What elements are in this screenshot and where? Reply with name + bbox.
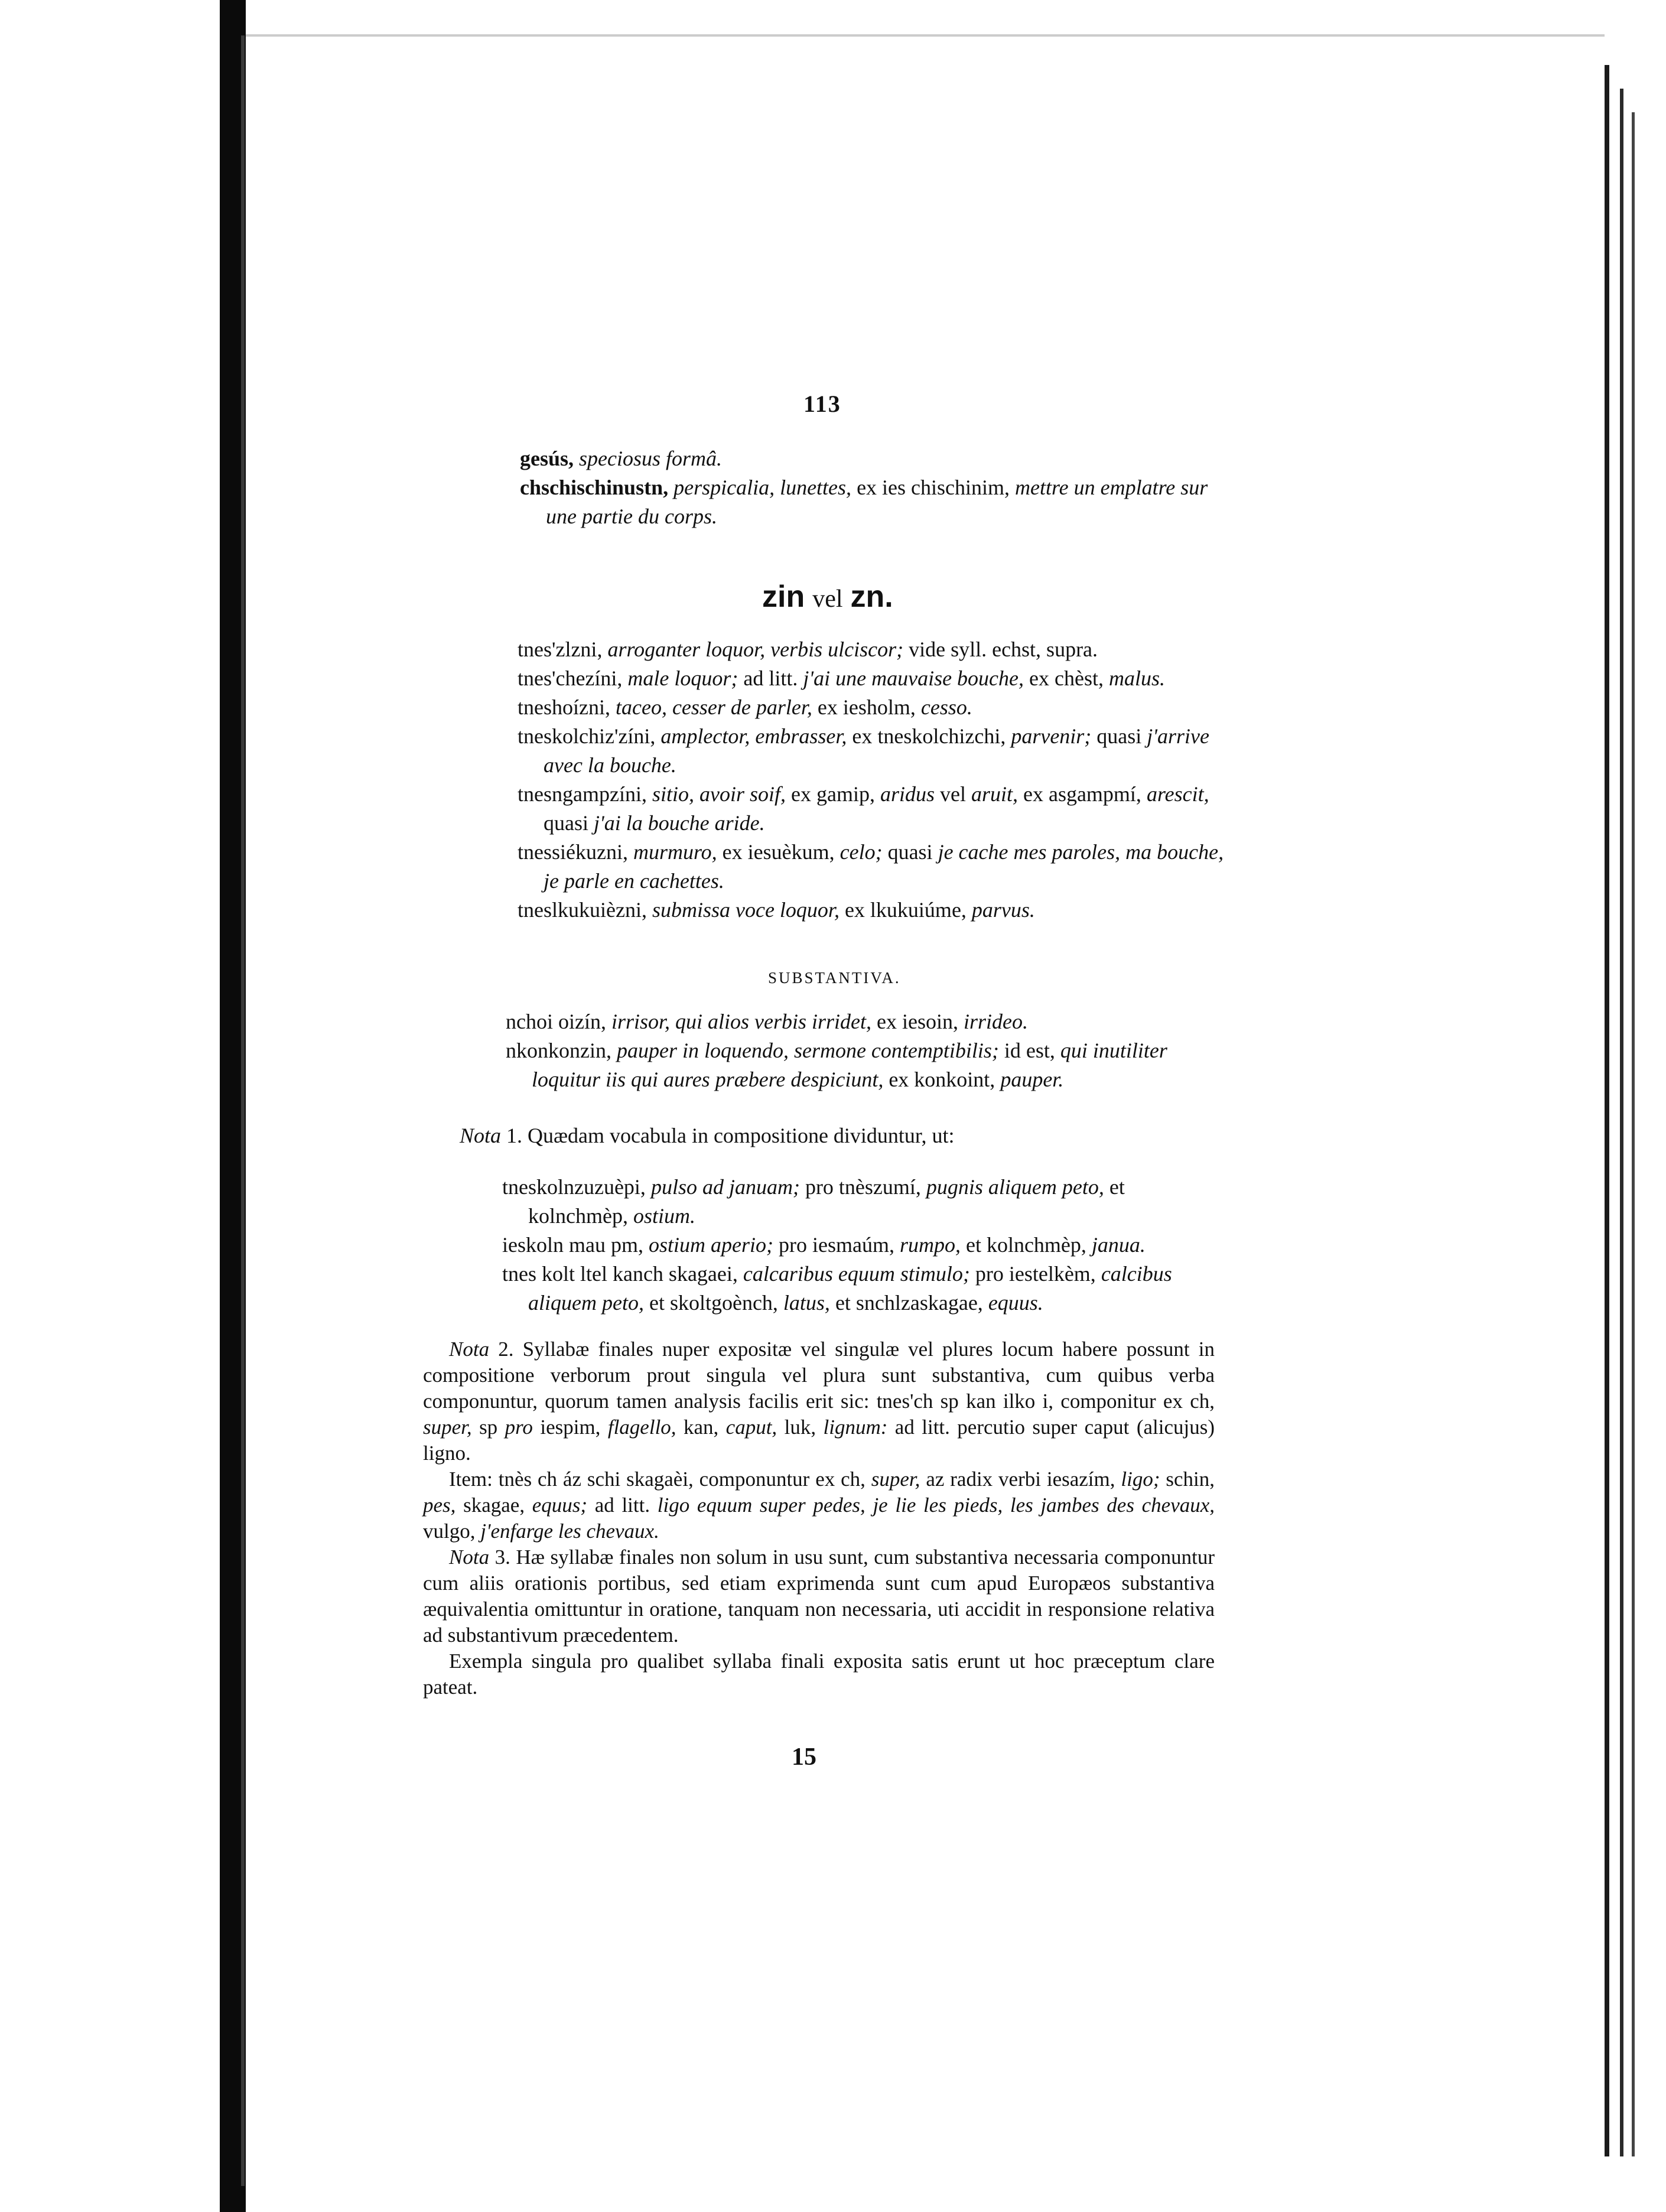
- list-item: [506, 1036, 1221, 1094]
- list-item: [518, 635, 1226, 664]
- entry-gloss: pauper.: [1000, 1068, 1064, 1091]
- entry-text: ex konkoint,: [889, 1068, 1001, 1091]
- entry-term: tneslkukuièzni,: [518, 898, 652, 922]
- nota-paragraph: [460, 1121, 1228, 1150]
- nota-gloss: ligo equum super pedes, je lie les pieds, les jambes des chevaux,: [657, 1494, 1215, 1517]
- nota-text: luk,: [784, 1416, 824, 1439]
- nota-text: iespim,: [540, 1416, 608, 1439]
- entry-gloss: je cache mes paroles, ma bouche, je parle en cachettes.: [544, 840, 1224, 893]
- nota-gloss: pes,: [423, 1494, 464, 1517]
- entry-gloss: submissa voce loquor,: [652, 898, 845, 922]
- nota-text: ad litt.: [594, 1494, 658, 1517]
- entry-text: ex chèst,: [1029, 666, 1109, 690]
- entry-gloss: calcibus aliquem peto,: [528, 1262, 1172, 1315]
- entry-term: nkonkonzin,: [506, 1039, 617, 1062]
- list-item: [518, 838, 1226, 896]
- entry-text: ex tneskolchizchi,: [852, 724, 1011, 748]
- page-edge-line: [1620, 89, 1623, 2156]
- entry-gloss: aridus: [880, 782, 940, 806]
- entry-text: ex gamip,: [790, 782, 880, 806]
- nota-gloss: j'enfarge les chevaux.: [480, 1520, 659, 1543]
- entry-term: nchoi oizín,: [506, 1010, 611, 1033]
- entry-term: tnes kolt ltel kanch skagaei,: [502, 1262, 743, 1286]
- list-item: [520, 444, 1229, 473]
- nota-label: Nota: [460, 1124, 502, 1147]
- nota-paragraph: [423, 1544, 1215, 1648]
- entry-term: tnesngampzíni,: [518, 782, 652, 806]
- heading-part: zn.: [850, 580, 893, 614]
- entry-gloss: janua.: [1091, 1233, 1146, 1257]
- entry-text: ex iesuèkum,: [722, 840, 840, 864]
- entry-gloss: pulso ad januam;: [650, 1175, 805, 1199]
- entry-term: tnes'chezíni,: [518, 666, 628, 690]
- entry-gloss: amplector, embrasser,: [660, 724, 852, 748]
- entry-gloss: parvus.: [971, 898, 1035, 922]
- entry-text: id est,: [1004, 1039, 1060, 1062]
- entry-text: ex iesholm,: [817, 695, 921, 719]
- entry-text: vel: [939, 782, 971, 806]
- nota-text: 3. Hæ syllabæ finales non solum in usu sunt, cum substantiva necessaria componuntur cum aliis orationis portibus, sed etiam exprimenda sunt cum apud Europæos substantiva æquivalentia omittuntur in oratione, tanquam non necessaria, uti accidit in responsione relativa ad substantivum præcedentem.: [423, 1546, 1215, 1647]
- nota-text: ad litt. percutio super caput (alicujus) ligno.: [423, 1416, 1215, 1465]
- entry-text: pro tnèszumí,: [805, 1175, 926, 1199]
- page-top-edge: [246, 34, 1605, 37]
- entry-text: pro iesmaúm,: [778, 1233, 900, 1257]
- entry-text: ex ies chischinim,: [857, 476, 1016, 499]
- entry-gloss: celo;: [839, 840, 888, 864]
- entry-text: et snchlzaskagae,: [835, 1291, 988, 1315]
- nota-text: 1. Quædam vocabula in compositione dividuntur, ut:: [501, 1124, 955, 1147]
- nota-text: az radix verbi iesazím,: [926, 1468, 1121, 1491]
- signature-mark: 15: [792, 1743, 816, 1771]
- zn-entries: [518, 635, 1226, 925]
- entry-gloss: j'arrive avec la bouche.: [544, 724, 1209, 777]
- nota-text: Exempla singula pro qualibet syllaba finali exposita satis erunt ut hoc præceptum clare pateat.: [423, 1650, 1215, 1699]
- entry-gloss: aruit,: [971, 782, 1023, 806]
- nota-1: [460, 1121, 1228, 1150]
- list-item: [502, 1173, 1223, 1231]
- page-number: 113: [803, 391, 841, 417]
- entry-gloss: equus.: [988, 1291, 1043, 1315]
- entry-term: ieskoln mau pm,: [502, 1233, 649, 1257]
- list-item: [518, 896, 1226, 925]
- heading-part: zin: [762, 580, 805, 614]
- entry-text: ad litt.: [743, 666, 803, 690]
- subsection-heading: SUBSTANTIVA.: [768, 969, 901, 987]
- nota-paragraph: [423, 1648, 1215, 1700]
- entry-text: et kolnchmèp,: [965, 1233, 1092, 1257]
- nota-label: Nota: [449, 1338, 490, 1361]
- page-edge-line: [1632, 112, 1635, 2156]
- entry-term: tneskolnzuzuèpi,: [502, 1175, 651, 1199]
- nota-gloss: caput,: [725, 1416, 785, 1439]
- entry-gloss: irrisor, qui alios verbis irridet,: [611, 1010, 877, 1033]
- entry-gloss: cesso.: [920, 695, 972, 719]
- entry-text: ex lkukuiúme,: [844, 898, 972, 922]
- nota-gloss: equus;: [532, 1494, 595, 1517]
- nota-text: skagae,: [463, 1494, 532, 1517]
- entry-gloss: ostium aperio;: [648, 1233, 779, 1257]
- entry-gloss: mettre un emplatre sur une partie du corps.: [546, 476, 1208, 528]
- page-edge-line: [1605, 65, 1609, 2156]
- entry-gloss: parvenir;: [1011, 724, 1097, 748]
- entry-term: tneshoízni,: [518, 695, 616, 719]
- entry-gloss: pugnis aliquem peto,: [926, 1175, 1109, 1199]
- gutter-shadow: [241, 35, 245, 2186]
- heading-vel: vel: [812, 585, 843, 613]
- entry-text: quasi: [1096, 724, 1147, 748]
- nota-text: sp: [479, 1416, 505, 1439]
- entry-term: gesús,: [520, 447, 580, 470]
- list-item: [518, 722, 1226, 780]
- list-item: [502, 1231, 1223, 1260]
- nota-label: Nota: [449, 1546, 490, 1569]
- entry-text: quasi: [544, 811, 594, 835]
- nota-1-entries: [502, 1173, 1223, 1318]
- entry-text: et kolnchmèp,: [528, 1175, 1125, 1228]
- entry-gloss: j'ai la bouche aride.: [594, 811, 765, 835]
- entry-gloss: speciosus formâ.: [579, 447, 723, 470]
- list-item: [506, 1007, 1221, 1036]
- entry-gloss: malus.: [1108, 666, 1165, 690]
- entry-term: tnessiékuzni,: [518, 840, 633, 864]
- nota-paragraph: [423, 1466, 1215, 1544]
- entry-gloss: rumpo,: [899, 1233, 966, 1257]
- list-item: [518, 693, 1226, 722]
- entry-term: tneskolchiz'zíni,: [518, 724, 661, 748]
- list-item: [518, 780, 1226, 838]
- entry-gloss: ostium.: [633, 1204, 695, 1228]
- nota-gloss: super,: [423, 1416, 480, 1439]
- entry-text: et skoltgoènch,: [649, 1291, 783, 1315]
- section-heading: [762, 579, 893, 614]
- entry-gloss: latus,: [783, 1291, 835, 1315]
- entry-gloss: pauper in loquendo, sermone contemptibilis;: [616, 1039, 1004, 1062]
- entry-gloss: perspicalia, lunettes,: [673, 476, 857, 499]
- entry-text: ex iesoin,: [877, 1010, 964, 1033]
- nota-gloss: flagello,: [607, 1416, 684, 1439]
- nota-text: schin,: [1166, 1468, 1215, 1491]
- entry-gloss: arescit,: [1146, 782, 1209, 806]
- list-item: [518, 664, 1226, 693]
- entry-gloss: arroganter loquor, verbis ulciscor;: [607, 637, 909, 661]
- nota-text: kan,: [683, 1416, 726, 1439]
- nota-2-3: [423, 1336, 1215, 1700]
- entry-text: vide syll. echst, supra.: [909, 637, 1098, 661]
- entry-gloss: qui inutiliter loquitur iis qui aures præbere despiciunt,: [532, 1039, 1167, 1091]
- top-entries: [520, 444, 1229, 531]
- entry-gloss: calcaribus equum stimulo;: [743, 1262, 975, 1286]
- list-item: [520, 473, 1229, 531]
- entry-gloss: j'ai une mauvaise bouche,: [803, 666, 1030, 690]
- nota-paragraph: [423, 1336, 1215, 1466]
- entry-text: ex asgampmí,: [1023, 782, 1147, 806]
- entry-text: pro iestelkèm,: [975, 1262, 1101, 1286]
- nota-text: Item: tnès ch áz schi skagaèi, componuntur ex ch,: [449, 1468, 871, 1491]
- entry-term: chschischinustn,: [520, 476, 674, 499]
- page-sheet: [246, 35, 1605, 2162]
- list-item: [502, 1260, 1223, 1318]
- entry-gloss: male loquor;: [627, 666, 744, 690]
- entry-gloss: murmuro,: [633, 840, 723, 864]
- nota-gloss: ligo;: [1121, 1468, 1166, 1491]
- nota-gloss: pro: [505, 1416, 541, 1439]
- nota-gloss: super,: [871, 1468, 926, 1491]
- entry-gloss: sitio, avoir soif,: [652, 782, 791, 806]
- substantiva-entries: [506, 1007, 1221, 1094]
- entry-gloss: irrideo.: [964, 1010, 1029, 1033]
- entry-term: tnes'zlzni,: [518, 637, 608, 661]
- nota-text: vulgo,: [423, 1520, 481, 1543]
- entry-text: quasi: [887, 840, 938, 864]
- facing-page-edge: [0, 0, 220, 2212]
- nota-text: 2. Syllabæ finales nuper expositæ vel singulæ vel plures locum habere possunt in compositione verborum prout singula vel plura sunt substantiva, cum quibus verba componuntur, quorum tamen analysis facilis erit sic: tnes'ch sp kan ilko i, componitur ex ch,: [423, 1338, 1215, 1413]
- nota-gloss: lignum:: [823, 1416, 895, 1439]
- entry-gloss: taceo, cesser de parler,: [615, 695, 818, 719]
